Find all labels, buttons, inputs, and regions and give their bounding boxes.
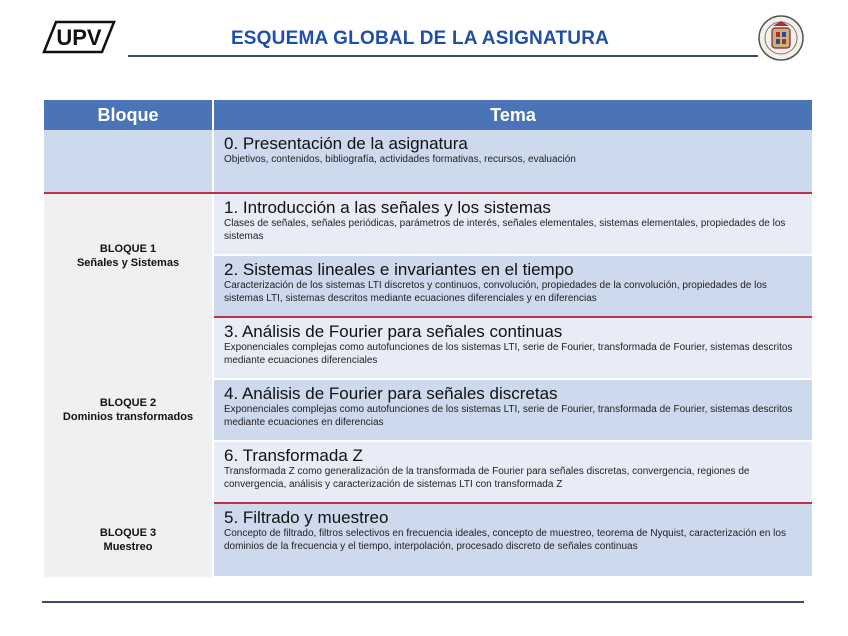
block-cell (44, 317, 213, 503)
block-cell (44, 503, 213, 577)
title-rule (128, 55, 758, 57)
footer-rule (42, 601, 804, 603)
topic-cell (213, 130, 812, 193)
block-subtitle: Dominios transformados (62, 411, 194, 423)
block-title: BLOQUE 3 (99, 527, 157, 539)
table-row (44, 317, 812, 379)
topic-desc: Clases de señales, señales periódicas, parámetros de interés, señales elementales, sistemas elementales, propiedades de los sistemas (224, 218, 786, 242)
table-row (44, 193, 812, 255)
topic-cell (213, 193, 812, 255)
block-title: BLOQUE 1 (99, 242, 157, 255)
page-title: ESQUEMA GLOBAL DE LA ASIGNATURA (230, 28, 610, 49)
topic-cell (213, 255, 812, 317)
upv-logo-text: UPV (56, 25, 102, 50)
topic-title: 2. Sistemas lineales e invariantes en el tiempo (224, 260, 574, 279)
block-cell (44, 193, 213, 317)
topic-title: 5. Filtrado y muestreo (224, 508, 389, 527)
block-title: BLOQUE 2 (99, 397, 157, 409)
table-row (44, 130, 812, 193)
topic-desc: Concepto de filtrado, filtros selectivos en frecuencia ideales, concepto de muestreo, teorema de Nyquist, caracterización en los dominios de la frecuencia y el tiempo, interpolación, procesado discreto de señales continuas (224, 528, 786, 552)
block-subtitle: Señales y Sistemas (76, 256, 180, 269)
topic-desc: Transformada Z como generalización de la transformada de Fourier para señales discretas, convergencia, regiones de convergencia, análisis y caracterización de sistemas LTI con transformada Z (224, 466, 750, 490)
topic-desc: Caracterización de los sistemas LTI discretos y continuos, convolución, propiedades de la convolución, propiedades de los sistemas LTI, sistemas descritos mediante ecuaciones diferenciales y en diferencias (224, 280, 767, 304)
topic-title: 1. Introducción a las señales y los sistemas (224, 198, 551, 217)
table-row (44, 503, 812, 577)
upv-logo (42, 18, 118, 54)
topic-cell (213, 317, 812, 379)
block-subtitle: Muestreo (103, 541, 153, 553)
topic-desc: Exponenciales complejas como autofunciones de los sistemas LTI, serie de Fourier, transformada de Fourier, sistemas descritos mediante ecuaciones diferenciales (224, 342, 793, 366)
header-tema: Tema (213, 100, 812, 130)
topic-title: 6. Transformada Z (224, 446, 363, 465)
course-outline-table (44, 100, 812, 578)
topic-cell (213, 503, 812, 577)
topic-cell (213, 379, 812, 441)
university-seal-icon (757, 14, 805, 62)
topic-desc: Exponenciales complejas como autofunciones de los sistemas LTI, serie de Fourier, transformada de Fourier, sistemas descritos mediante ecuaciones en diferencias (224, 404, 793, 428)
block-cell-empty (44, 130, 213, 193)
topic-desc: Objetivos, contenidos, bibliografía, actividades formativas, recursos, evaluación (224, 154, 576, 165)
topic-cell (213, 441, 812, 503)
header-bloque: Bloque (44, 100, 213, 130)
topic-title: 0. Presentación de la asignatura (224, 134, 468, 153)
topic-title: 4. Análisis de Fourier para señales discretas (224, 384, 558, 403)
topic-title: 3. Análisis de Fourier para señales continuas (224, 322, 563, 341)
